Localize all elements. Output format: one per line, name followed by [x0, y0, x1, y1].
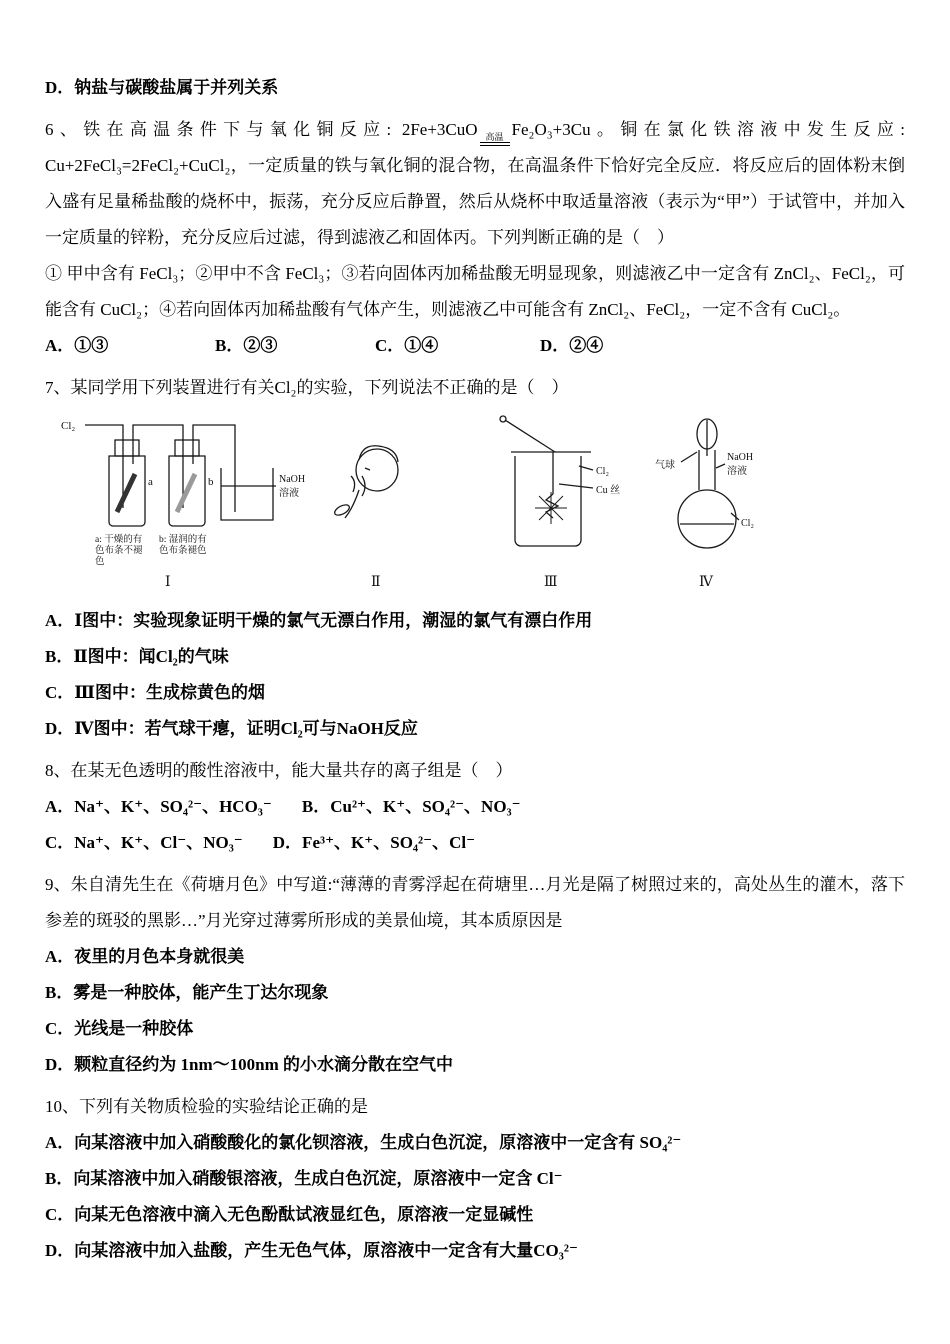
q10-option-a: A．向某溶液中加入硝酸酸化的氯化钡溶液，生成白色沉淀，原溶液中一定含有 SO₄²⁻: [45, 1133, 682, 1152]
q10-option-c: C．向某无色溶液中滴入无色酚酞试液显红色，原溶液一定显碱性: [45, 1205, 534, 1224]
setup-4-balloon-flask-illustration: [655, 419, 754, 590]
q7-option-c: C．Ⅲ图中：生成棕黄色的烟: [45, 683, 265, 702]
person-hand: [333, 503, 351, 518]
q6-options-row: [45, 328, 905, 364]
question-10: [45, 1089, 905, 1269]
bottle-b-label: b: [208, 476, 214, 488]
holder-rod: [505, 420, 555, 452]
q6-statements: ① 甲中含有 FeCl₃；②甲中不含 FeCl₃；③若向固体丙加稀盐酸无明显现象，则滤液乙中一定含有 ZnCl₂、FeCl₂，可能含有 CuCl₂；④若向固体丙加稀盐酸有气体产生，则滤液乙中可能含有 ZnCl₂、FeCl₂，一定不含有 CuCl₂。: [45, 264, 905, 319]
setup3-cl2-label: Cl₂: [596, 466, 609, 477]
copper-wire-coil: [546, 494, 558, 518]
q7-option-d: D．Ⅳ图中：若气球干瘪，证明Cl₂可与NaOH反应: [45, 719, 418, 738]
caption-b-line1: b: 湿润的有: [159, 535, 207, 545]
naoh-leader-line: [716, 464, 725, 468]
equals-double-line: [480, 142, 510, 146]
naoh-beaker: [221, 468, 273, 520]
question-8: [45, 753, 905, 861]
q8-options-row1: [45, 789, 905, 825]
caption-a-line2: 色布条不褪: [95, 546, 143, 556]
q8-option-a: A．Na⁺、K⁺、SO₄²⁻、HCO₃⁻: [45, 797, 272, 816]
q6-stem-pre: 6、铁在高温条件下与氧化铜反应: 2Fe+3CuO: [45, 120, 478, 139]
q9-option-a: A．夜里的月色本身就很美: [45, 947, 245, 966]
caption-b-line2: 色布条褪色: [159, 546, 207, 556]
caption-a-line3: 色: [95, 557, 105, 567]
q9-stem: 9、朱自清先生在《荷塘月色》中写道:“薄薄的青雾浮起在荷塘里…月光是隔了树照过来的，高处丛生的灌木，落下参差的斑驳的黑影…”月光穿过薄雾所形成的美景仙境，其本质原因是: [45, 875, 905, 930]
flask-bulb: [678, 490, 736, 548]
q10-option-d: D．向某溶液中加入盐酸，产生无色气体，原溶液中一定含有大量CO₃²⁻: [45, 1241, 578, 1260]
balloon-leader-line: [681, 452, 697, 462]
q6-stem-post: Fe₂O₃+3Cu。铜在氯化铁溶液中发生反应: Cu+2FeCl₃=2FeCl₂+CuCl₂，一定质量的铁与氧化铜的混合物，在高温条件下恰好完全反应．将反应后的固体粉末倒入盛有足量稀盐酸的烧杯中，振荡，充分反应后静置，然后从烧杯中取适量溶液（表示为“甲”）于试管中，并加入一定质量的锌粉，充分反应后过滤，得到滤液乙和固体丙。下列判断正确的是（ ）: [45, 120, 905, 247]
setup4-naoh-label-line2: 溶液: [727, 466, 747, 477]
caption-a-line1: a: 干燥的有: [95, 535, 143, 545]
q9-option-d: D．颗粒直径约为 1nm～100nm 的小水滴分散在空气中: [45, 1055, 454, 1074]
setup-3-copper-in-chlorine-illustration: [500, 416, 620, 590]
question-9: [45, 867, 905, 1083]
wet-cloth-strip: [177, 474, 195, 512]
question-6: [45, 112, 905, 364]
connecting-tube: [133, 425, 183, 508]
q8-stem: 8、在某无色透明的酸性溶液中，能大量共存的离子组是（ ）: [45, 761, 513, 780]
q10-stem: 10、下列有关物质检验的实验结论正确的是: [45, 1097, 368, 1116]
q9-option-b: B．雾是一种胶体，能产生丁达尔现象: [45, 983, 329, 1002]
q6-option-c: C．①④: [375, 336, 439, 355]
q7-option-a: A．Ⅰ图中：实验现象证明干燥的氯气无漂白作用，潮湿的氯气有漂白作用: [45, 611, 593, 630]
beaker-naoh-label-line2: 溶液: [279, 488, 299, 499]
setup1-cl2-label: Cl₂: [61, 420, 76, 432]
bottle-a-stopper: [115, 440, 139, 456]
q6-option-a: A．①③: [45, 336, 109, 355]
q6-stem: [45, 112, 905, 256]
setup-2-smelling-gas-illustration: [333, 446, 398, 590]
person-eye: [365, 468, 370, 470]
q6-option-d: D．②④: [540, 336, 604, 355]
q7-stem: 7、某同学用下列装置进行有关Cl₂的实验，下列说法不正确的是（ ）: [45, 378, 569, 397]
dry-cloth-strip: [117, 474, 135, 512]
q8-options-row2: [45, 825, 905, 861]
setup3-roman-numeral: Ⅲ: [544, 575, 558, 590]
bottle-a-label: a: [148, 476, 153, 488]
setup4-balloon-label: 气球: [655, 460, 675, 471]
q8-option-b: B．Cu²⁺、K⁺、SO₄²⁻、NO₃⁻: [301, 797, 521, 816]
outlet-tube: [193, 425, 235, 512]
setup4-naoh-label-line1: NaOH: [727, 452, 754, 463]
reaction-condition-arrow: [480, 133, 510, 146]
question-7: [45, 370, 905, 747]
spark-burst: [535, 492, 567, 524]
waft-line-1: [351, 476, 355, 492]
reaction-condition-label: 高温: [485, 132, 504, 142]
q10-option-b: B．向某溶液中加入硝酸银溶液，生成白色沉淀，原溶液中一定含 Cl⁻: [45, 1169, 563, 1188]
q8-option-d: D．Fe³⁺、K⁺、SO₄²⁻、Cl⁻: [272, 833, 476, 852]
person-head: [356, 449, 398, 491]
person-shoulder: [345, 490, 359, 518]
q7-figure: [59, 412, 905, 601]
person-hair: [359, 446, 398, 462]
q9-option-c: C．光线是一种胶体: [45, 1019, 194, 1038]
q6-option-b: B．②③: [215, 336, 278, 355]
bottle-b-stopper: [175, 440, 199, 456]
setup2-roman-numeral: Ⅱ: [371, 575, 381, 590]
setup-1-chlorine-bleach-test-illustration: [61, 420, 305, 590]
carryover-option-d: D．钠盐与碳酸盐属于并列关系: [45, 78, 279, 97]
beaker-naoh-label-line1: NaOH: [279, 474, 306, 485]
rod-ring: [500, 416, 506, 422]
setup3-cu-wire-label: Cu 丝: [596, 485, 621, 496]
q7-option-b: B．Ⅱ图中：闻Cl₂的气味: [45, 647, 229, 666]
setup1-roman-numeral: Ⅰ: [165, 575, 171, 590]
apparatus-figure: [59, 412, 779, 596]
setup4-roman-numeral: Ⅳ: [699, 575, 713, 590]
setup4-cl2-label: Cl₂: [741, 518, 754, 529]
gas-inlet-tube: [85, 425, 123, 508]
cu-wire-leader-line: [559, 484, 593, 488]
q8-option-c: C．Na⁺、K⁺、Cl⁻、NO₃⁻: [45, 833, 243, 852]
